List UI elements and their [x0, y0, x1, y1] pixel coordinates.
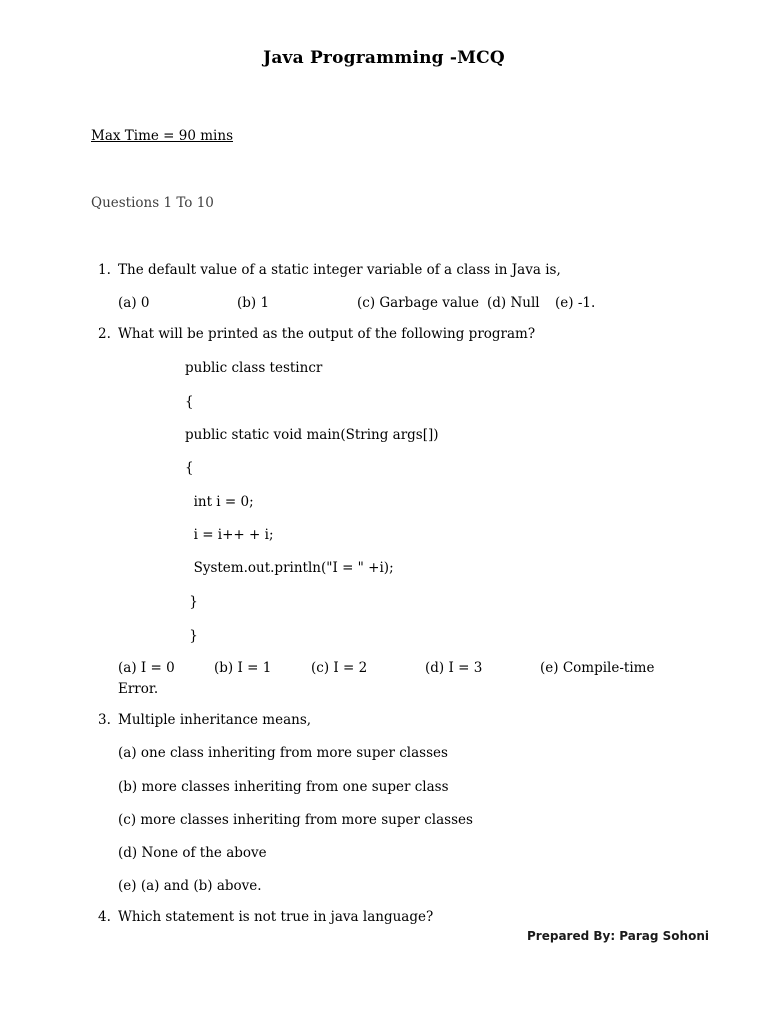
- option-a: (a) 0: [118, 295, 150, 311]
- code-line: {: [185, 394, 194, 410]
- question-text: Which statement is not true in java language?: [118, 909, 434, 925]
- option-e: (e) -1.: [555, 295, 596, 311]
- option-c: (c) more classes inheriting from more super classes: [118, 812, 473, 828]
- code-line: System.out.println("I = " +i);: [185, 560, 394, 576]
- option-b: (b) more classes inheriting from one super class: [118, 779, 449, 795]
- code-line: }: [185, 594, 198, 610]
- code-line: public class testincr: [185, 360, 323, 376]
- code-line: int i = 0;: [185, 494, 254, 510]
- code-line: public static void main(String args[]): [185, 427, 439, 443]
- option-a: (a) one class inheriting from more super classes: [118, 745, 448, 761]
- question-number: 3.: [98, 712, 111, 728]
- option-e: (e) Compile-time: [540, 660, 655, 676]
- option-c: (c) I = 2: [311, 660, 368, 676]
- option-d: (d) Null: [487, 295, 540, 311]
- code-line: {: [185, 460, 194, 476]
- question-number: 1.: [98, 262, 111, 278]
- code-line: i = i++ + i;: [185, 527, 274, 543]
- question-number: 2.: [98, 326, 111, 342]
- question-text: Multiple inheritance means,: [118, 712, 312, 728]
- prepared-by-footer: Prepared By: Parag Sohoni: [527, 929, 709, 943]
- option-b: (b) I = 1: [214, 660, 272, 676]
- option-d: (d) None of the above: [118, 845, 267, 861]
- option-e: (e) (a) and (b) above.: [118, 878, 262, 894]
- max-time-note: Max Time = 90 mins: [91, 128, 233, 144]
- question-text: The default value of a static integer variable of a class in Java is,: [118, 262, 561, 278]
- option-e-continuation: Error.: [118, 681, 159, 697]
- question-text: What will be printed as the output of the following program?: [118, 326, 536, 342]
- option-b: (b) 1: [237, 295, 270, 311]
- option-c: (c) Garbage value: [357, 295, 479, 311]
- option-a: (a) I = 0: [118, 660, 175, 676]
- section-heading: Questions 1 To 10: [91, 195, 214, 211]
- code-line: }: [185, 628, 198, 644]
- option-d: (d) I = 3: [425, 660, 483, 676]
- document-title: Java Programming -MCQ: [263, 48, 505, 68]
- question-number: 4.: [98, 909, 111, 925]
